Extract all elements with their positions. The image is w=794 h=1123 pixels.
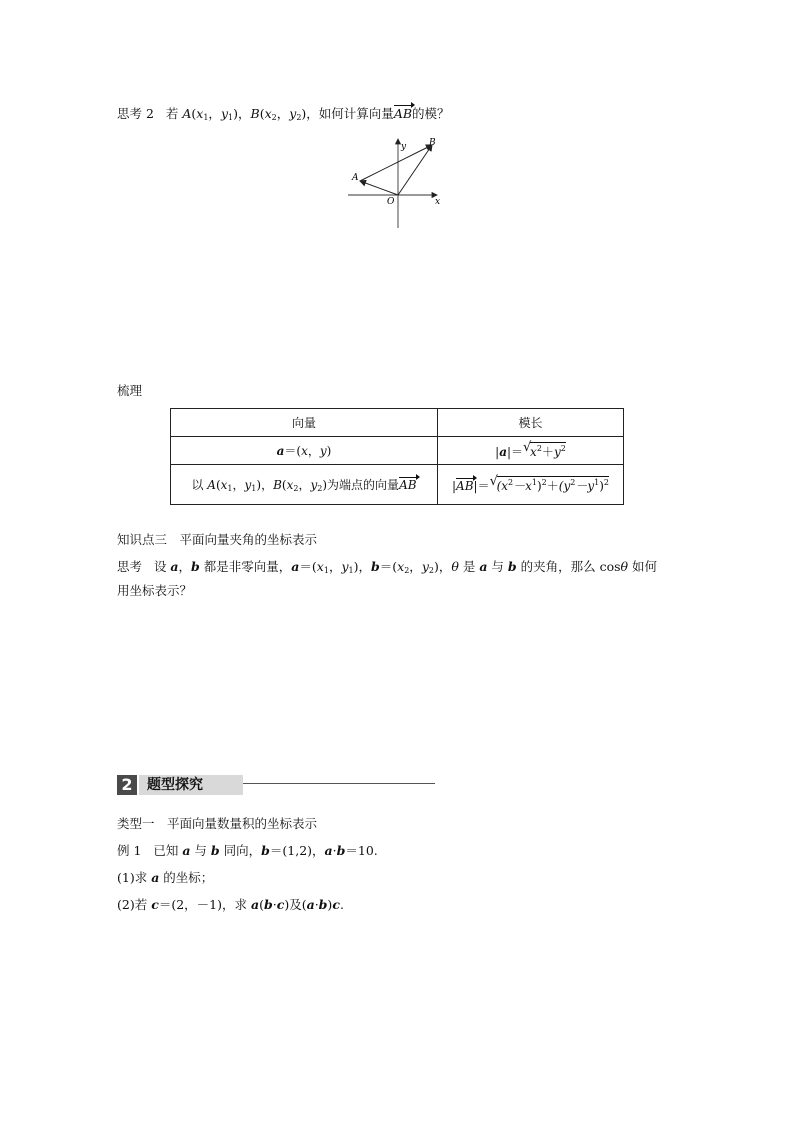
think3-question-line2: 用坐标表示？ <box>117 583 193 598</box>
cell-vector-ab: 以 $A(x_1$，$y_1$)，$B(x_2$，$y_2$)为端点的向量AB <box>171 465 438 505</box>
table-header-row <box>171 409 624 437</box>
header-modulus: 模长 <box>438 409 624 437</box>
question-1: (1)求 a 的坐标； <box>117 870 214 885</box>
section-number: 2 <box>117 775 137 795</box>
header-vector: 向量 <box>171 409 438 437</box>
sqrt-symbol: √ $(x^2-x^1)^2+(y^2-y^1)^2$ <box>489 473 609 493</box>
label-o: O <box>387 197 395 207</box>
section-divider <box>243 783 435 784</box>
label-a: A <box>352 173 359 183</box>
example1-label: 例 1 <box>117 843 142 858</box>
section-header <box>117 775 435 795</box>
question-2: (2)若 c＝(2，－1)，求 a(b·c)及(a·b)c. <box>117 897 344 912</box>
summary-title: 梳理 <box>117 383 143 398</box>
think2-label: 思考 2 <box>117 106 154 121</box>
vector-ab: AB <box>393 106 413 121</box>
vector-ab-line <box>360 145 432 181</box>
coordinate-figure <box>345 133 450 233</box>
label-y: y <box>401 142 407 152</box>
table-row <box>171 465 624 505</box>
cell-modulus-ab: |AB|＝ √ $(x^2-x^1)^2+(y^2-y^1)^2$ <box>438 465 624 505</box>
section-title: 题型探究 <box>139 775 243 795</box>
modulus-table <box>170 408 624 505</box>
think2-question: 思考 2 若 $A(x_1$，$y_1$)，$B(x_2$，$y_2$)，如何计算向量AB的模？ <box>117 106 450 122</box>
label-x: x <box>435 197 441 207</box>
cell-vector-a: a＝(x，y) <box>171 437 438 465</box>
example1-statement: 例 1 已知 a 与 b 同向，b＝(1,2)，a·b＝10. <box>117 843 378 858</box>
type1-title: 类型一 平面向量数量积的坐标表示 <box>117 816 318 831</box>
think3-question: 思考 设 a，b 都是非零向量，$a=(x_1$，$y_1$)，$b=(x_2$，$y_2$)，θ 是 a 与 b 的夹角，那么 cosθ 如何 <box>117 559 658 575</box>
think3-label: 思考 <box>117 559 143 574</box>
cell-modulus-a: |a|＝ √ $x^2+y^2$ <box>438 437 624 465</box>
label-b: B <box>429 138 436 148</box>
sqrt-symbol: √ $x^2+y^2$ <box>523 439 566 459</box>
vector-oa <box>360 181 398 195</box>
table-row <box>171 437 624 465</box>
knowledge-point-3-title: 知识点三 平面向量夹角的坐标表示 <box>117 532 318 547</box>
vector-ob <box>398 145 432 195</box>
